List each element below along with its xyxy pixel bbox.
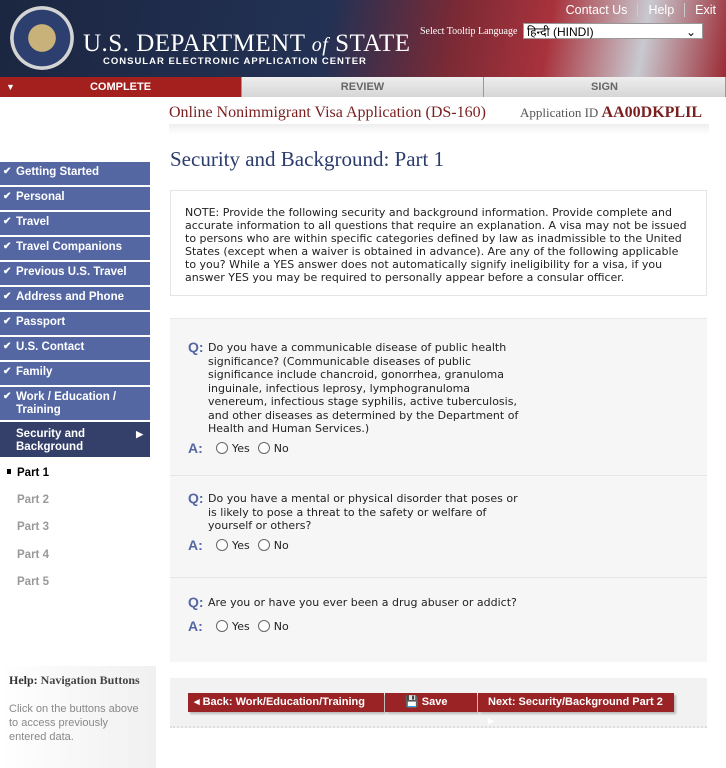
- selected-language: हिन्दी (HINDI): [527, 25, 594, 39]
- tab-review[interactable]: REVIEW: [242, 77, 484, 97]
- tooltip-language-select[interactable]: [523, 23, 703, 39]
- answer-yes-radio[interactable]: Yes: [208, 539, 250, 553]
- sidebar-item-security-background[interactable]: Security and Background ▶: [0, 422, 150, 459]
- arrow-right-icon: ▸: [488, 715, 494, 727]
- site-header: [0, 0, 726, 77]
- sidebar-item-personal[interactable]: ✔ Personal: [0, 187, 150, 212]
- sidebar-item-travel[interactable]: ✔ Travel: [0, 212, 150, 237]
- questions-panel: [170, 318, 707, 662]
- question-text: Do you have a communicable disease of public health significance? (Communicable diseases of public significance include chancroid, gonorrhea, granuloma inguinale, infectious leprosy, lymphogranuloma venereum, infectious stage syphilis, active tuberculosis, and other diseases as determined by the Department of Health and Human Services.): [208, 341, 519, 435]
- page-title: Security and Background: Part 1: [170, 147, 445, 171]
- question-block: Q: Do you have a communicable disease of public health significance? (Communicable diseases of public significance include chancroid, gonorrhea, granuloma inguinale, infectious leprosy, lymphogranuloma venereum, infectious stage syphilis, active tuberculosis, and other diseases as determined by the Department of Health and Human Services.) A: Yes No: [188, 341, 528, 455]
- note-box: NOTE: Provide the following security and background information. Provide complete and accurate information to all questions that require an explanation. A visa may not be issued to persons who are within specific categories defined by law as inadmissible to the United States (except when a waiver is obtained in advance). Are any of the following applicable to you? While a YES answer does not automatically signify ineligibility for a visa, if you answer YES you may be required to personally appear before a consular officer.: [170, 190, 707, 296]
- help-link[interactable]: Help: [637, 3, 684, 17]
- sidebar-nav: [0, 162, 150, 597]
- sidebar-item-us-contact[interactable]: ✔ U.S. Contact: [0, 337, 150, 362]
- top-links: [556, 0, 726, 20]
- sidebar-item-getting-started[interactable]: ✔ Getting Started: [0, 162, 150, 187]
- tab-sign[interactable]: SIGN: [484, 77, 726, 97]
- header-subtitle: CONSULAR ELECTRONIC APPLICATION CENTER: [103, 56, 367, 67]
- answer-no-radio[interactable]: No: [258, 539, 289, 553]
- sidebar-item-travel-companions[interactable]: ✔ Travel Companions: [0, 237, 150, 262]
- answer-yes-radio[interactable]: Yes: [208, 442, 250, 456]
- answer-no-radio[interactable]: No: [258, 442, 289, 456]
- sidebar-part-5[interactable]: Part 5: [17, 576, 49, 588]
- exit-link[interactable]: Exit: [684, 3, 726, 17]
- sidebar-item-work-education[interactable]: ✔ Work / Education / Training: [0, 387, 150, 422]
- sidebar-item-address-phone[interactable]: ✔ Address and Phone: [0, 287, 150, 312]
- back-button[interactable]: ◂ Back: Work/Education/Training: [188, 693, 384, 712]
- next-button[interactable]: Next: Security/Background Part 2 ▸: [478, 693, 674, 712]
- answer-no-radio[interactable]: No: [258, 620, 289, 634]
- sidebar-part-3[interactable]: Part 3: [17, 521, 49, 533]
- sidebar-part-4[interactable]: Part 4: [17, 548, 49, 561]
- answer-yes-radio[interactable]: Yes: [208, 620, 250, 634]
- sidebar-item-previous-us-travel[interactable]: ✔ Previous U.S. Travel: [0, 262, 150, 287]
- help-text: Click on the buttons above to access previously entered data.: [9, 703, 139, 743]
- department-title: U.S. DEPARTMENT of STATE: [83, 30, 411, 57]
- navigation-buttons-panel: [170, 678, 707, 728]
- arrow-left-icon: ◂: [194, 696, 203, 708]
- contact-us-link[interactable]: Contact Us: [565, 3, 628, 17]
- tooltip-language-label: Select Tooltip Language: [420, 26, 518, 37]
- help-label: Help:: [9, 673, 38, 687]
- question-text: Do you have a mental or physical disorder that poses or is likely to pose a threat to the safety or welfare of yourself or others?: [208, 492, 518, 532]
- help-panel: [0, 666, 156, 768]
- question-block: Q: Do you have a mental or physical disorder that poses or is likely to pose a threat to the safety or welfare of yourself or others? A: Yes No: [188, 492, 528, 552]
- question-block: Q: Are you or have you ever been a drug abuser or addict? A: Yes No: [188, 596, 528, 633]
- save-button[interactable]: 💾 Save: [385, 693, 477, 712]
- progress-tabs: [0, 77, 726, 97]
- sidebar-part-1[interactable]: Part 1: [0, 459, 150, 487]
- sidebar-item-family[interactable]: ✔ Family: [0, 362, 150, 387]
- sidebar-item-passport[interactable]: ✔ Passport: [0, 312, 150, 337]
- chevron-down-icon: ⌄: [685, 25, 696, 39]
- tab-complete[interactable]: ▼ COMPLETE: [0, 77, 242, 97]
- question-text: Are you or have you ever been a drug abuser or addict?: [208, 596, 517, 609]
- sidebar-part-2[interactable]: Part 2: [17, 493, 49, 506]
- application-id: Application ID AA00DKPLIL: [519, 104, 702, 121]
- application-title: Online Nonimmigrant Visa Application (DS-160): [169, 104, 486, 121]
- help-title: Navigation Buttons: [40, 673, 140, 687]
- state-department-seal-logo: [10, 6, 74, 70]
- floppy-disk-icon: 💾: [405, 696, 422, 708]
